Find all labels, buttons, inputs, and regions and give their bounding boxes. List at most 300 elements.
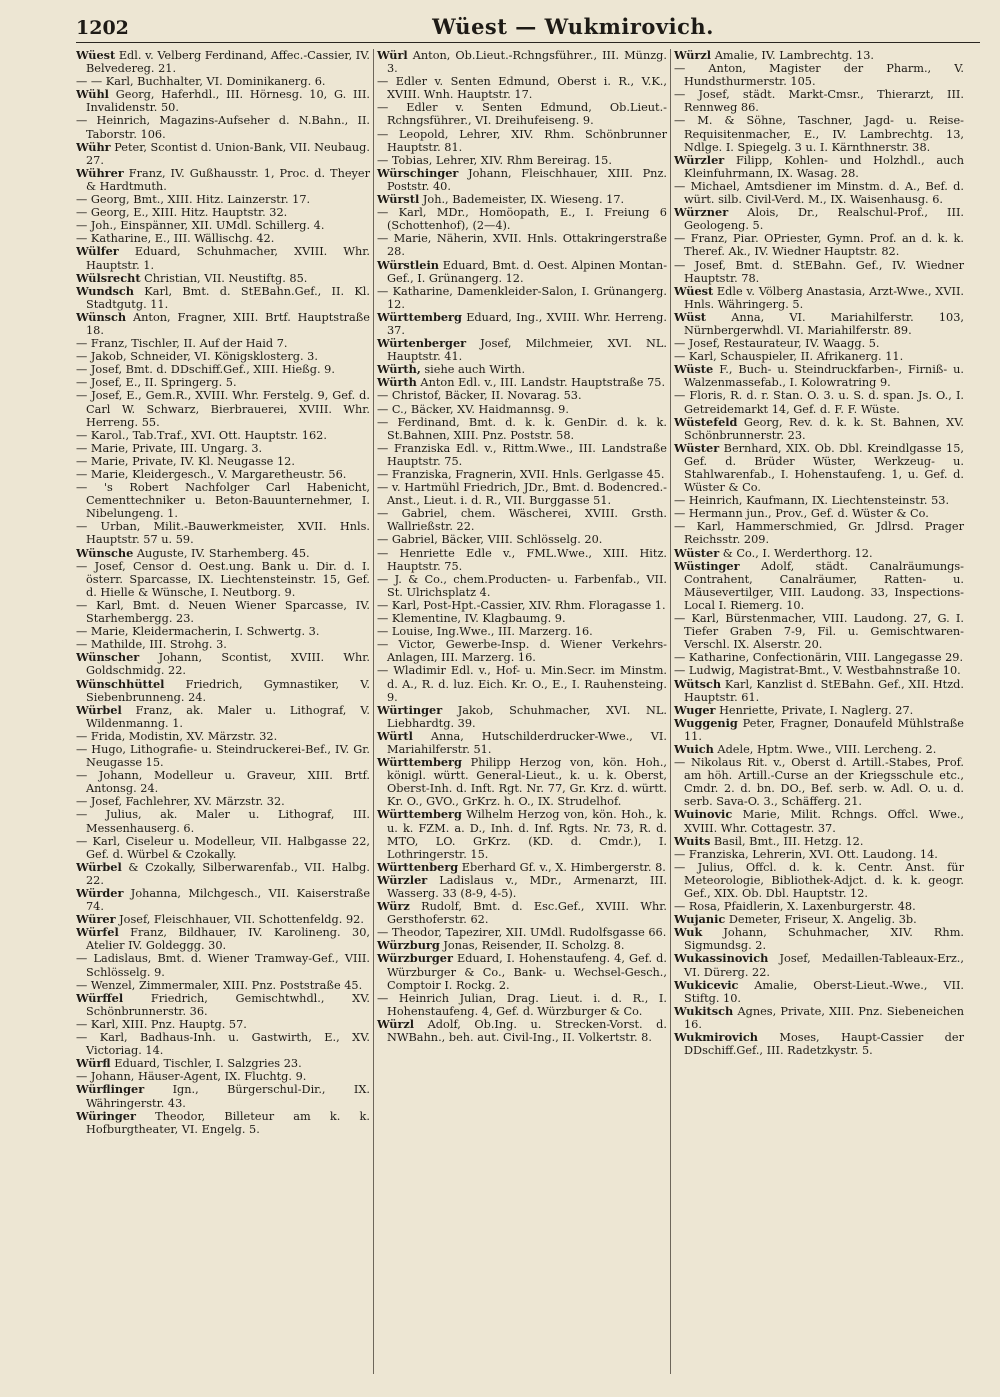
directory-entry <box>76 429 370 442</box>
entry-text: Anna, VI. Mariahilferstr. 103, Nürnbergerwhdl. VI. Mariahilferstr. 89. <box>684 310 964 337</box>
directory-entry <box>76 861 370 887</box>
directory-entry <box>377 468 667 481</box>
directory-entry <box>76 311 370 337</box>
column-1 <box>76 49 373 1374</box>
entry-text: Agnes, Private, XIII. Pnz. Siebeneichen 16. <box>684 1004 965 1031</box>
directory-entry <box>76 678 370 704</box>
entry-text: Eberhard Gf. v., X. Himbergerstr. 8. <box>461 860 666 874</box>
entry-surname: Wukmirovich <box>674 1030 758 1045</box>
directory-entry <box>674 507 964 520</box>
directory-entry <box>674 442 964 494</box>
entry-surname: Wuk <box>674 925 703 940</box>
directory-entry <box>76 442 370 455</box>
entry-text: Basil, Bmt., III. Hetzg. 12. <box>713 834 864 848</box>
entry-text: Alois, Dr., Realschul-Prof., III. Geologeng. 5. <box>684 206 964 233</box>
directory-entry <box>674 494 964 507</box>
directory-entry <box>76 376 370 389</box>
directory-entry <box>76 75 370 88</box>
entry-text: — Karol., Tab.Traf., XVI. Ott. Hauptstr. 162. <box>76 428 327 442</box>
entry-text: Johann, Scontist, XVIII. Whr. Goldschmidg. 22. <box>86 651 371 678</box>
entry-surname: Wüstefeld <box>674 414 738 429</box>
entry-surname: Wüstinger <box>674 558 740 573</box>
directory-entry <box>76 520 370 546</box>
directory-entry <box>674 350 964 363</box>
entry-text: — Heinrich, Magazins-Aufseher d. N.Bahn., II. Taborstr. 106. <box>76 114 370 141</box>
entry-text: — Marie, Kleidergesch., V. Margaretheustr. 56. <box>76 468 347 481</box>
entry-text: Wilhelm Herzog von, kön. Hoh., k. u. k. FZM. a. D., Inh. d. Inf. Rgts. Nr. 73, R. d. MTO, LO. GrKrz. (KD. d. Cmdr.), I. Lothringerstr. 15. <box>387 808 667 861</box>
directory-entry <box>377 403 667 416</box>
directory-entry <box>76 481 370 520</box>
entry-text: Josef, Milchmeier, XVI. NL. Hauptstr. 41. <box>387 337 668 364</box>
entry-text: — Josef, Restaurateur, IV. Waagg. 5. <box>674 337 880 351</box>
directory-entry <box>674 180 964 206</box>
directory-entry <box>377 874 667 900</box>
directory-entry <box>76 887 370 913</box>
entry-surname: Würtenberger <box>377 336 467 351</box>
directory-entry <box>674 337 964 350</box>
entry-text: — Josef, E., Gem.R., XVIII. Whr. Ferstelg. 9, Gef. d. Carl W. Schwarz, Bierbrauerei, XVIII. Whr. Herreng. 55. <box>76 389 370 429</box>
entry-surname: Wuinovic <box>674 807 733 822</box>
entry-text: — Rosa, Pfaidlerin, X. Laxenburgerstr. 48. <box>674 900 916 914</box>
entry-text: Moses, Haupt-Cassier der DDschiff.Gef., III. Radetzkystr. 5. <box>684 1031 964 1058</box>
directory-entry <box>76 835 370 861</box>
entry-text: — Josef, städt. Markt-Cmsr., Thierarzt, III. Rennweg 86. <box>674 88 964 115</box>
entry-text: — Nikolaus Rit. v., Oberst d. Artill.-Stabes, Prof. am höh. Artill.-Curse an der Kriegsschule etc., Cmdr. 2. d. bn. DO., Bef. serb. w. Adl. O. u. d. serb. Sava-O. 3., Schäfferg. 21. <box>674 756 964 809</box>
directory-entry <box>76 114 370 140</box>
directory-entry <box>674 651 964 664</box>
directory-entry <box>377 756 667 808</box>
entry-surname: Wülfer <box>76 244 119 259</box>
entry-surname: Wünschhüttel <box>76 676 165 691</box>
entry-surname: Wünsch <box>76 309 127 324</box>
entry-text: Friedrich, Gemischtwhdl., XV. Schönbrunnerstr. 36. <box>86 991 370 1018</box>
directory-entry <box>377 337 667 363</box>
entry-text: — Floris, R. d. r. Stan. O. 3. u. S. d. span. Js. O., I. Getreidemarkt 14, Gef. d. F. F. Wüste. <box>674 389 964 416</box>
entry-text: — Karl, Post-Hpt.-Cassier, XIV. Rhm. Floragasse 1. <box>377 598 666 612</box>
entry-text: Franz, ak. Maler u. Lithograf, V. Wildenmanng. 1. <box>86 703 370 730</box>
directory-entry <box>377 75 667 101</box>
entry-surname: Württemberg <box>377 309 462 324</box>
directory-entry <box>76 992 370 1018</box>
directory-entry <box>674 756 964 808</box>
entry-surname: Würzburger <box>377 951 453 966</box>
entry-text: — 's Robert Nachfolger Carl Habenicht, Cementtechniker u. Beton-Bauunternehmer, I. Nibelungeng. 1. <box>76 481 370 521</box>
entry-surname: Würbel <box>76 702 122 717</box>
directory-entry <box>377 259 667 285</box>
entry-surname: Württemberg <box>377 807 462 822</box>
entry-surname: Wünscher <box>76 650 140 665</box>
entry-text: — Ladislaus, Bmt. d. Wiener Tramway-Gef., VIII. Schlösselg. 9. <box>76 952 370 979</box>
entry-text: — Franz, Tischler, II. Auf der Haid 7. <box>76 337 288 351</box>
entry-text: — Heinrich, Kaufmann, IX. Liechtensteinstr. 53. <box>674 494 950 508</box>
entry-text: — Julius, Offcl. d. k. k. Centr. Anst. für Meteorologie, Bibliothek-Adjct. d. k. k. geogr. Gef., XIX. Ob. Dbl. Hauptstr. 12. <box>674 860 964 900</box>
entry-surname: Würinger <box>76 1108 136 1123</box>
directory-entry <box>76 730 370 743</box>
entry-surname: Wüest <box>76 49 116 62</box>
directory-columns <box>76 49 980 1374</box>
directory-entry <box>377 101 667 127</box>
directory-entry <box>377 547 667 573</box>
entry-text: — M. & Söhne, Taschner, Jagd- u. Reise-Requisitenmacher, E., IV. Lambrechtg. 13, Ndlge. I. Spiegelg. 3 u. I. Kärnthnerstr. 38. <box>674 114 964 154</box>
entry-text: Franz, Bildhauer, IV. Karolineng. 30, Atelier IV. Goldeggg. 30. <box>86 926 370 953</box>
entry-text: — Franziska, Lehrerin, XVI. Ott. Laudong. 14. <box>674 847 938 861</box>
entry-text: — Hugo, Lithografie- u. Steindruckerei-Bef., IV. Gr. Neugasse 15. <box>76 742 370 770</box>
directory-entry <box>674 808 964 834</box>
directory-entry <box>377 625 667 638</box>
entry-text: — Mathilde, III. Strohg. 3. <box>76 638 227 652</box>
directory-entry <box>674 926 964 952</box>
entry-text: — Josef, Fachlehrer, XV. Märzstr. 32. <box>76 795 285 809</box>
entry-text: Anton, Ob.Lieut.-Rchngsführer., III. Münzg. 3. <box>387 49 667 76</box>
entry-text: Karl, Kanzlist d. StEBahn. Gef., XII. Htzd. Hauptstr. 61. <box>684 677 964 704</box>
entry-text: — Josef, Bmt. d. StEBahn. Gef., IV. Wiedner Hauptstr. 78. <box>674 258 964 285</box>
entry-text: — Franz, Piar. OPriester, Gymn. Prof. an d. k. k. Theref. Ak., IV. Wiedner Hauptstr. 82. <box>674 232 964 259</box>
directory-entry <box>377 376 667 389</box>
entry-surname: Württemberg <box>377 755 462 770</box>
directory-entry <box>674 206 964 232</box>
entry-surname: Würder <box>76 886 124 900</box>
directory-entry <box>674 848 964 861</box>
entry-text: Filipp, Kohlen- und Holzhdl., auch Kleinfuhrmann, IX. Wasag. 28. <box>684 153 964 180</box>
entry-text: Ladislaus v., MDr., Armenarzt, III. Wasserg. 33 (8-9, 4-5). <box>387 873 667 900</box>
entry-surname: Wüster <box>674 440 720 455</box>
entry-text: Joh., Bademeister, IX. Wieseng. 17. <box>422 193 625 207</box>
directory-entry <box>674 861 964 900</box>
directory-entry <box>76 651 370 677</box>
entry-text: — J. & Co., chem.Producten- u. Farbenfab., VII. St. Ulrichsplatz 4. <box>377 572 667 599</box>
entry-text: — Leopold, Lehrer, XIV. Rhm. Schönbrunner Hauptstr. 81. <box>377 127 667 154</box>
directory-entry <box>76 88 370 114</box>
directory-entry <box>76 625 370 638</box>
directory-entry <box>674 1031 964 1057</box>
directory-entry <box>76 206 370 219</box>
entry-text: — Frida, Modistin, XV. Märzstr. 32. <box>76 729 278 743</box>
entry-text: & Co., I. Werderthorg. 12. <box>722 546 873 560</box>
directory-entry <box>674 311 964 337</box>
entry-surname: Würbel <box>76 859 122 874</box>
entry-text: Josef, Medaillen-Tableaux-Erz., VI. Dürerg. 22. <box>684 952 964 979</box>
entry-surname: Würfl <box>76 1056 111 1071</box>
directory-entry <box>674 717 964 743</box>
running-head: Wüest — Wukmirovich. <box>432 14 714 39</box>
entry-surname: Wührer <box>76 165 124 180</box>
entry-surname: Wundsch <box>76 283 135 298</box>
entry-text: — Urban, Milit.-Bauwerkmeister, XVII. Hnls. Hauptstr. 57 u. 59. <box>76 520 370 547</box>
entry-text: — Wladimir Edl. v., Hof- u. Min.Secr. im Minstm. d. A., R. d. luz. Eich. Kr. O., E., I. Rauhensteing. 9. <box>377 664 667 704</box>
directory-entry <box>377 389 667 402</box>
directory-entry <box>377 952 667 991</box>
entry-text: — Marie, Näherin, XVII. Hnls. Ottakringerstraße 28. <box>377 232 667 259</box>
directory-entry <box>674 49 964 62</box>
directory-entry <box>377 573 667 599</box>
directory-entry <box>76 1083 370 1109</box>
entry-text: Christian, VII. Neustiftg. 85. <box>144 271 308 285</box>
directory-entry <box>674 259 964 285</box>
entry-text: — Karl, Ciseleur u. Modelleur, VII. Halbgasse 22, Gef. d. Würbel & Czokally. <box>76 834 370 861</box>
entry-surname: Würth, <box>377 362 421 377</box>
directory-entry <box>76 455 370 468</box>
entry-text: — Marie, Private, III. Ungarg. 3. <box>76 441 263 455</box>
entry-text: — Klementine, IV. Klagbaumg. 9. <box>377 612 566 626</box>
directory-entry <box>377 612 667 625</box>
entry-surname: Wukitsch <box>674 1003 734 1018</box>
directory-entry <box>377 363 667 376</box>
directory-entry <box>674 678 964 704</box>
entry-text: — Franziska Edl. v., Rittm.Wwe., III. Landstraße Hauptstr. 75. <box>377 441 667 468</box>
entry-surname: Würzler <box>377 872 428 887</box>
entry-surname: Wüest <box>674 283 714 298</box>
entry-text: — Theodor, Tapezirer, XII. UMdl. Rudolfsgasse 66. <box>377 926 667 940</box>
directory-entry <box>377 311 667 337</box>
entry-text: — Katharine, Damenkleider-Salon, I. Grünangerg. 12. <box>377 284 667 311</box>
entry-text: — Marie, Kleidermacherin, I. Schwertg. 3. <box>76 625 320 639</box>
directory-entry <box>76 49 370 75</box>
entry-surname: Würzler <box>674 152 725 167</box>
directory-entry <box>377 704 667 730</box>
entry-surname: Wünsche <box>76 545 134 560</box>
entry-text: Marie, Milit. Rchngs. Offcl. Wwe., XVIII. Whr. Cottagestr. 37. <box>684 808 965 835</box>
entry-surname: Wuggenig <box>674 715 738 730</box>
entry-text: siehe auch Wirth. <box>424 363 526 377</box>
entry-text: Edl. v. Velberg Ferdinand, Affec.-Cassier, IV. Belvedereg. 21. <box>86 49 370 76</box>
directory-entry <box>76 193 370 206</box>
directory-entry <box>377 664 667 703</box>
entry-text: — Henriette Edle v., FML.Wwe., XIII. Hitz. Hauptstr. 75. <box>377 546 667 573</box>
directory-entry <box>76 795 370 808</box>
directory-entry <box>76 547 370 560</box>
directory-entry <box>674 154 964 180</box>
entry-text: Auguste, IV. Starhemberg. 45. <box>136 546 310 560</box>
directory-entry <box>674 363 964 389</box>
entry-text: — Wenzel, Zimmermaler, XIII. Pnz. Poststraße 45. <box>76 978 363 992</box>
column-3 <box>670 49 967 1374</box>
entry-text: Eduard, Schuhmacher, XVIII. Whr. Hauptstr. 1. <box>86 245 370 272</box>
entry-text: Demeter, Friseur, X. Angelig. 3b. <box>728 913 917 927</box>
entry-text: — Joh., Einspänner, XII. UMdl. Schillerg. 4. <box>76 219 325 233</box>
directory-entry <box>674 612 964 651</box>
entry-text: Josef, Fleischhauer, VII. Schottenfeldg. 92. <box>119 913 364 927</box>
entry-surname: Würtl <box>377 728 413 743</box>
entry-text: Henriette, Private, I. Naglerg. 27. <box>719 703 914 717</box>
directory-entry <box>674 232 964 258</box>
directory-entry <box>674 520 964 546</box>
directory-entry <box>76 167 370 193</box>
entry-text: — Katharine, E., III. Wällischg. 42. <box>76 232 275 246</box>
entry-text: — Josef, E., II. Springerg. 5. <box>76 376 237 390</box>
entry-surname: Wukassinovich <box>674 951 769 966</box>
directory-entry <box>674 835 964 848</box>
directory-entry <box>76 926 370 952</box>
entry-text: Bernhard, XIX. Ob. Dbl. Kreindlgasse 15, Gef. d. Brüder Wüster, Werkzeug- u. Stahlwarenfab., I. Hohenstaufeng. 1, u. Gef. d. Wüster & Co. <box>684 441 965 495</box>
entry-surname: Wüst <box>674 309 707 324</box>
entry-text: Theodor, Billeteur am k. k. Hofburgtheater, VI. Engelg. 5. <box>86 1109 370 1136</box>
entry-text: — Georg, Bmt., XIII. Hitz. Lainzerstr. 17. <box>76 193 311 207</box>
entry-text: — Hermann jun., Prov., Gef. d. Wüster & Co. <box>674 507 929 521</box>
directory-entry <box>377 1018 667 1044</box>
entry-text: Adele, Hptm. Wwe., VIII. Lercheng. 2. <box>717 742 937 756</box>
entry-text: Philipp Herzog von, kön. Hoh., königl. württ. General-Lieut., k. u. k. Oberst, Oberst-Inh. d. Inft. Rgt. Nr. 77, Gr. Krz. d. württ. Kr. O., GVO., GrKrz. h. O., IX. Strudelhof. <box>387 756 668 809</box>
entry-text: & Czokally, Silberwarenfab., VII. Halbg. 22. <box>86 860 370 887</box>
directory-entry <box>76 1110 370 1136</box>
directory-entry <box>674 913 964 926</box>
directory-entry <box>76 337 370 350</box>
directory-entry <box>377 992 667 1018</box>
entry-text: — Franziska, Fragnerin, XVII. Hnls. Gerlgasse 45. <box>377 468 665 481</box>
directory-entry <box>76 743 370 769</box>
directory-entry <box>377 167 667 193</box>
directory-entry <box>674 1005 964 1031</box>
entry-text: F., Buch- u. Steindruckfarben-, Firniß- u. Walzenmassefab., I. Kolowratring 9. <box>684 363 965 390</box>
entry-text: Friedrich, Gymnastiker, V. Siebenbrunneng. 24. <box>86 677 371 704</box>
entry-text: — Edler v. Senten Edmund, Oberst i. R., V.K., XVIII. Wnh. Hauptstr. 17. <box>377 75 667 102</box>
entry-surname: Würer <box>76 912 116 927</box>
directory-entry <box>674 743 964 756</box>
entry-surname: Würzner <box>674 205 729 220</box>
entry-text: Georg, Haferhdl., III. Hörnesg. 10, G. III. Invalidenstr. 50. <box>86 88 370 115</box>
entry-surname: Würzburg <box>377 938 440 953</box>
entry-text: Anna, Hutschilderdrucker-Wwe., VI. Mariahilferstr. 51. <box>387 729 667 756</box>
entry-text: Johanna, Milchgesch., VII. Kaiserstraße 74. <box>86 887 371 914</box>
page-header <box>76 14 980 43</box>
entry-text: — Georg, E., XIII. Hitz. Hauptstr. 32. <box>76 206 288 220</box>
entry-surname: Wülsrecht <box>76 270 141 285</box>
directory-entry <box>76 219 370 232</box>
entry-text: — Tobias, Lehrer, XIV. Rhm Bereirag. 15. <box>377 153 612 167</box>
directory-entry <box>76 232 370 245</box>
directory-entry <box>377 808 667 860</box>
entry-surname: Württenberg <box>377 859 459 874</box>
entry-text: — Julius, ak. Maler u. Lithograf, III. Messenhauserg. 6. <box>76 808 370 835</box>
entry-text: Johann, Schuhmacher, XIV. Rhm. Sigmundsg. 2. <box>684 926 964 953</box>
directory-entry <box>377 900 667 926</box>
entry-text: — Karl, MDr., Homöopath, E., I. Freiung 6 (Schottenhof), (2—4). <box>377 206 667 233</box>
directory-entry <box>674 114 964 153</box>
entry-surname: Wüste <box>674 362 714 377</box>
directory-entry <box>674 952 964 978</box>
entry-text: — — Karl, Buchhalter, VI. Dominikanerg. 6. <box>76 75 326 89</box>
entry-text: — Karl, XIII. Pnz. Hauptg. 57. <box>76 1017 247 1031</box>
entry-surname: Würfel <box>76 925 119 940</box>
directory-entry <box>76 245 370 271</box>
entry-surname: Würflinger <box>76 1082 145 1097</box>
directory-entry <box>377 481 667 507</box>
directory-entry <box>377 416 667 442</box>
entry-surname: Würtinger <box>377 702 443 717</box>
entry-text: — Karl, Hammerschmied, Gr. Jdlrsd. Prager Reichsstr. 209. <box>674 520 964 547</box>
entry-text: — Heinrich Julian, Drag. Lieut. i. d. R., I. Hohenstaufeng. 4, Gef. d. Würzburger & Co. <box>377 991 667 1018</box>
directory-entry <box>377 285 667 311</box>
entry-text: — Karl, Schauspieler, II. Afrikanerg. 11. <box>674 350 904 364</box>
entry-text: Adolf, städt. Canalräumungs-Contrahent, Canalräumer, Ratten- u. Mäusevertilger, VIII. Laudong. 33, Inspections-Local I. Riemerg. 10. <box>684 559 964 612</box>
entry-surname: Wujanic <box>674 912 726 927</box>
entry-text: — Johann, Modelleur u. Graveur, XIII. Brtf. Antonsg. 24. <box>76 769 370 796</box>
entry-text: Eduard, Tischler, I. Salzgries 23. <box>114 1057 302 1071</box>
entry-text: — Johann, Häuser-Agent, IX. Fluchtg. 9. <box>76 1070 307 1084</box>
entry-surname: Würffel <box>76 990 124 1005</box>
entry-text: Jakob, Schuhmacher, XVI. NL. Liebhardtg. 39. <box>387 703 667 730</box>
entry-text: — v. Hartmühl Friedrich, JDr., Bmt. d. Bodencred.-Anst., Lieut. i. d. R., VII. Burggasse 51. <box>377 481 667 508</box>
page-number: 1202 <box>76 17 129 39</box>
entry-text: — Karl, Badhaus-Inh. u. Gastwirth, E., XV. Victoriag. 14. <box>76 1031 370 1058</box>
directory-entry <box>674 979 964 1005</box>
entry-text: Ign., Bürgerschul-Dir., IX. Währingerstr. 43. <box>86 1083 371 1110</box>
directory-entry <box>377 232 667 258</box>
entry-surname: Wuger <box>674 702 716 717</box>
entry-text: — Ferdinand, Bmt. d. k. k. GenDir. d. k. k. St.Bahnen, XIII. Pnz. Poststr. 58. <box>377 415 667 442</box>
entry-text: — Josef, Bmt. d. DDschiff.Gef., XIII. Hießg. 9. <box>76 363 335 377</box>
directory-entry <box>377 730 667 756</box>
entry-text: Georg, Rev. d. k. k. St. Bahnen, XV. Schönbrunnerstr. 23. <box>684 415 964 442</box>
directory-entry <box>76 350 370 363</box>
entry-surname: Wühr <box>76 139 111 154</box>
entry-text: Anton, Fragner, XIII. Brtf. Hauptstraße 18. <box>86 310 370 337</box>
directory-entry <box>76 389 370 428</box>
entry-surname: Würstl <box>377 192 420 207</box>
directory-entry <box>76 468 370 481</box>
entry-text: Peter, Scontist d. Union-Bank, VII. Neubaug. 27. <box>86 140 371 167</box>
entry-text: Anton Edl. v., III. Landstr. Hauptstraße 75. <box>420 376 666 390</box>
entry-surname: Würl <box>377 49 408 62</box>
entry-text: — Victor, Gewerbe-Insp. d. Wiener Verkehrs-Anlagen, III. Marzerg. 16. <box>377 638 667 665</box>
entry-surname: Wühl <box>76 87 109 102</box>
directory-entry <box>674 416 964 442</box>
entry-text: — Ludwig, Magistrat-Bmt., V. Westbahnstraße 10. <box>674 664 961 678</box>
entry-text: Eduard, Bmt. d. Oest. Alpinen Montan-Gef., I. Grünangerg. 12. <box>387 258 668 285</box>
entry-text: — Edler v. Senten Edmund, Ob.Lieut.-Rchngsführer., VI. Dreihufeiseng. 9. <box>377 101 667 128</box>
directory-entry <box>76 1031 370 1057</box>
directory-entry <box>674 389 964 415</box>
entry-text: Edle v. Völberg Anastasia, Arzt-Wwe., XVII. Hnls. Währingerg. 5. <box>684 284 964 311</box>
entry-surname: Würth <box>377 375 417 390</box>
directory-entry <box>76 285 370 311</box>
entry-surname: Würzl <box>377 1016 415 1031</box>
entry-text: Peter, Fragner, Donaufeld Mühlstraße 11. <box>684 716 964 743</box>
entry-surname: Wukicevic <box>674 977 739 992</box>
entry-surname: Würstlein <box>377 257 439 272</box>
directory-entry <box>76 913 370 926</box>
directory-entry <box>76 560 370 599</box>
entry-text: — C., Bäcker, XV. Haidmannsg. 9. <box>377 402 569 416</box>
entry-text: Eduard, Ing., XVIII. Whr. Herreng. 37. <box>387 310 668 337</box>
directory-entry <box>377 638 667 664</box>
directory-entry <box>674 560 964 612</box>
directory-entry <box>76 952 370 978</box>
directory-entry <box>76 1057 370 1070</box>
entry-text: — Katharine, Confectionärin, VIII. Langegasse 29. <box>674 651 964 665</box>
directory-entry <box>377 128 667 154</box>
entry-text: — Karl, Bmt. d. Neuen Wiener Sparcasse, IV. Starhembergg. 23. <box>76 598 370 626</box>
directory-entry <box>377 193 667 206</box>
entry-text: — Louise, Ing.Wwe., III. Marzerg. 16. <box>377 625 593 639</box>
entry-surname: Würz <box>377 899 410 914</box>
entry-text: — Anton, Magister der Pharm., V. Hundsthurmerstr. 105. <box>674 62 964 89</box>
directory-entry <box>674 62 964 88</box>
directory-entry <box>76 363 370 376</box>
directory-entry <box>377 206 667 232</box>
entry-text: Franz, IV. Gußhausstr. 1, Proc. d. Theyer & Hardtmuth. <box>86 166 370 193</box>
entry-text: Jonas, Reisender, II. Scholzg. 8. <box>443 939 625 953</box>
column-2 <box>373 49 670 1374</box>
entry-text: — Michael, Amtsdiener im Minstm. d. A., Bef. d. würt. silb. Civil-Verd. M., IX. Waisenhausg. 6. <box>674 179 964 207</box>
entry-surname: Wüster <box>674 545 720 560</box>
entry-text: — Karl, Bürstenmacher, VIII. Laudong. 27, G. I. Tiefer Graben 7-9, Fil. u. Gemischtwaren-Verschl. IX. Alserstr. 20. <box>674 612 964 652</box>
directory-entry <box>76 769 370 795</box>
directory-entry <box>377 533 667 546</box>
entry-surname: Wuits <box>674 833 711 848</box>
directory-entry <box>76 599 370 625</box>
entry-text: — Gabriel, Bäcker, VIII. Schlösselg. 20. <box>377 533 603 547</box>
directory-entry <box>76 704 370 730</box>
